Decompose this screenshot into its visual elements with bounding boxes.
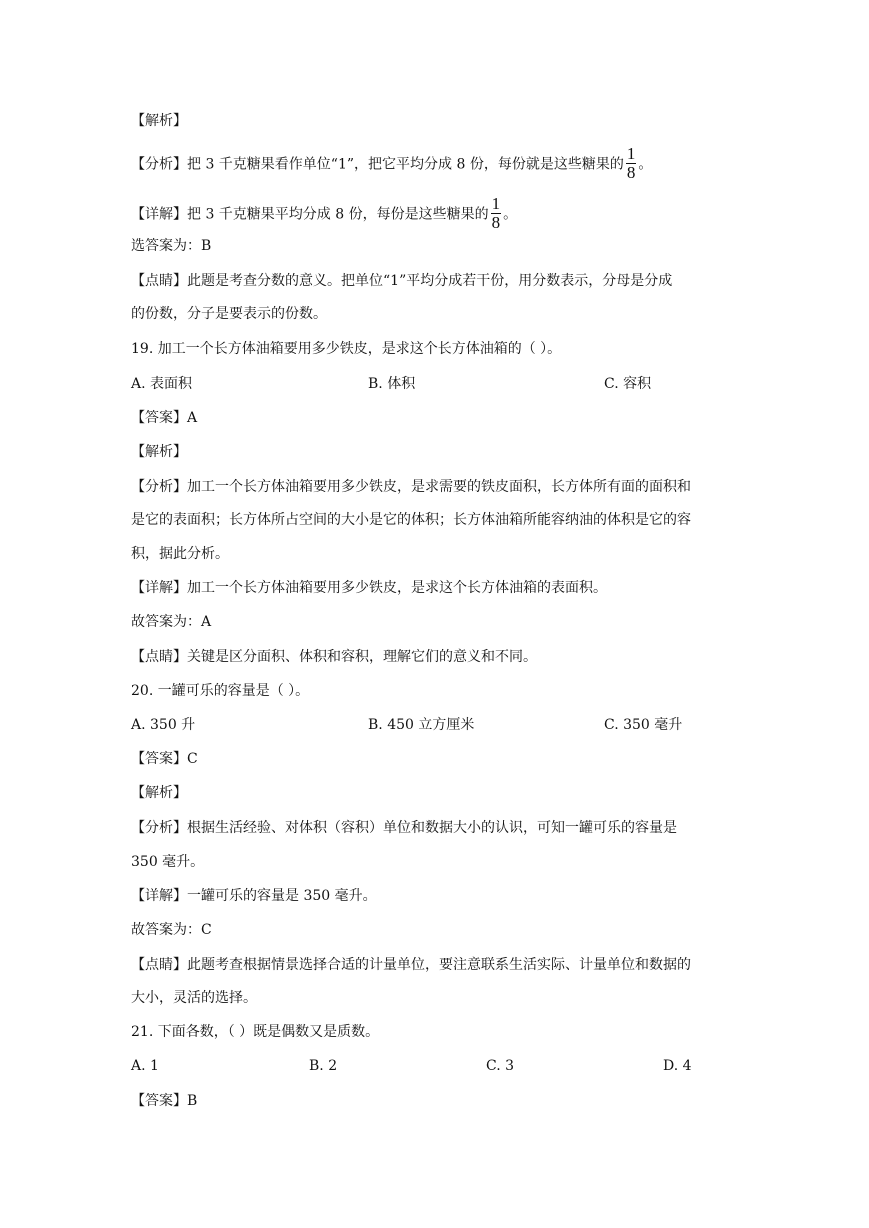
q18-fenxi (131, 146, 652, 183)
q18-fenxi-fraction (626, 145, 637, 182)
q19-answer: 故答案为：A (131, 614, 212, 630)
fraction-numerator: 1 (491, 194, 501, 213)
q21-option-a: A. 1 (131, 1058, 159, 1074)
q18-xiangjie-fraction (491, 195, 502, 232)
q20-option-b: B. 450 立方厘米 (368, 717, 475, 733)
q20-fenxi-line-2: 350 毫升。 (131, 854, 205, 870)
q20-option-a: A. 350 升 (131, 717, 196, 733)
q18-dianjing-line-1: 【点睛】此题是考查分数的意义。把单位“1”平均分成若干份，用分数表示，分母是分成 (131, 273, 673, 289)
q20-dianjing-line-2: 大小，灵活的选择。 (131, 990, 257, 1006)
q20-question: 20. 一罐可乐的容量是（ ）。 (131, 683, 310, 699)
q20-answer: 故答案为：C (131, 922, 212, 938)
q18-xiangjie-end: 。 (503, 206, 518, 223)
q19-answer-key: 【答案】A (131, 410, 198, 426)
q21-question: 21. 下面各数，（ ）既是偶数又是质数。 (131, 1024, 380, 1040)
q20-xiangjie: 【详解】一罐可乐的容量是 350 毫升。 (131, 888, 377, 904)
q20-option-c: C. 350 毫升 (604, 717, 683, 733)
q19-fenxi-line-3: 积，据此分析。 (131, 546, 229, 562)
q21-option-c: C. 3 (486, 1058, 515, 1074)
q18-answer: 选答案为：B (131, 238, 212, 254)
q19-dianjing: 【点睛】关键是区分面积、体积和容积，理解它们的意义和不同。 (131, 649, 537, 665)
q18-xiangjie-text: 【详解】把 3 千克糖果平均分成 8 份，每份是这些糖果的 (131, 206, 489, 223)
q19-xiangjie: 【详解】加工一个长方体油箱要用多少铁皮，是求这个长方体油箱的表面积。 (131, 580, 607, 596)
q21-option-d: D. 4 (663, 1058, 692, 1074)
q20-fenxi-line-1: 【分析】根据生活经验、对体积（容积）单位和数据大小的认识，可知一罐可乐的容量是 (131, 820, 677, 836)
q19-option-b: B. 体积 (368, 376, 416, 392)
q20-jiexi-heading: 【解析】 (131, 785, 187, 801)
q18-fenxi-text: 【分析】把 3 千克糖果看作单位“1”，把它平均分成 8 份，每份就是这些糖果的 (131, 156, 624, 173)
fraction-denominator: 8 (626, 163, 636, 182)
q19-question: 19. 加工一个长方体油箱要用多少铁皮，是求这个长方体油箱的（ ）。 (131, 341, 562, 357)
fraction-denominator: 8 (491, 213, 501, 232)
q20-dianjing-line-1: 【点睛】此题考查根据情景选择合适的计量单位，要注意联系生活实际、计量单位和数据的 (131, 957, 691, 973)
q18-xiangjie (131, 196, 517, 233)
q19-fenxi-line-2: 是它的表面积；长方体所占空间的大小是它的体积；长方体油箱所能容纳油的体积是它的容 (131, 512, 691, 528)
q19-fenxi-line-1: 【分析】加工一个长方体油箱要用多少铁皮，是求需要的铁皮面积，长方体所有面的面积和 (131, 479, 691, 495)
q19-option-c: C. 容积 (604, 376, 652, 392)
q18-jiexi-heading: 【解析】 (131, 113, 187, 129)
q18-dianjing-line-2: 的份数，分子是要表示的份数。 (131, 306, 327, 322)
fraction-numerator: 1 (626, 144, 636, 163)
q21-answer-key: 【答案】B (131, 1093, 198, 1109)
q18-fenxi-end: 。 (638, 156, 653, 173)
q19-jiexi-heading: 【解析】 (131, 444, 187, 460)
q20-answer-key: 【答案】C (131, 751, 198, 767)
q19-option-a: A. 表面积 (131, 376, 193, 392)
q21-option-b: B. 2 (309, 1058, 338, 1074)
